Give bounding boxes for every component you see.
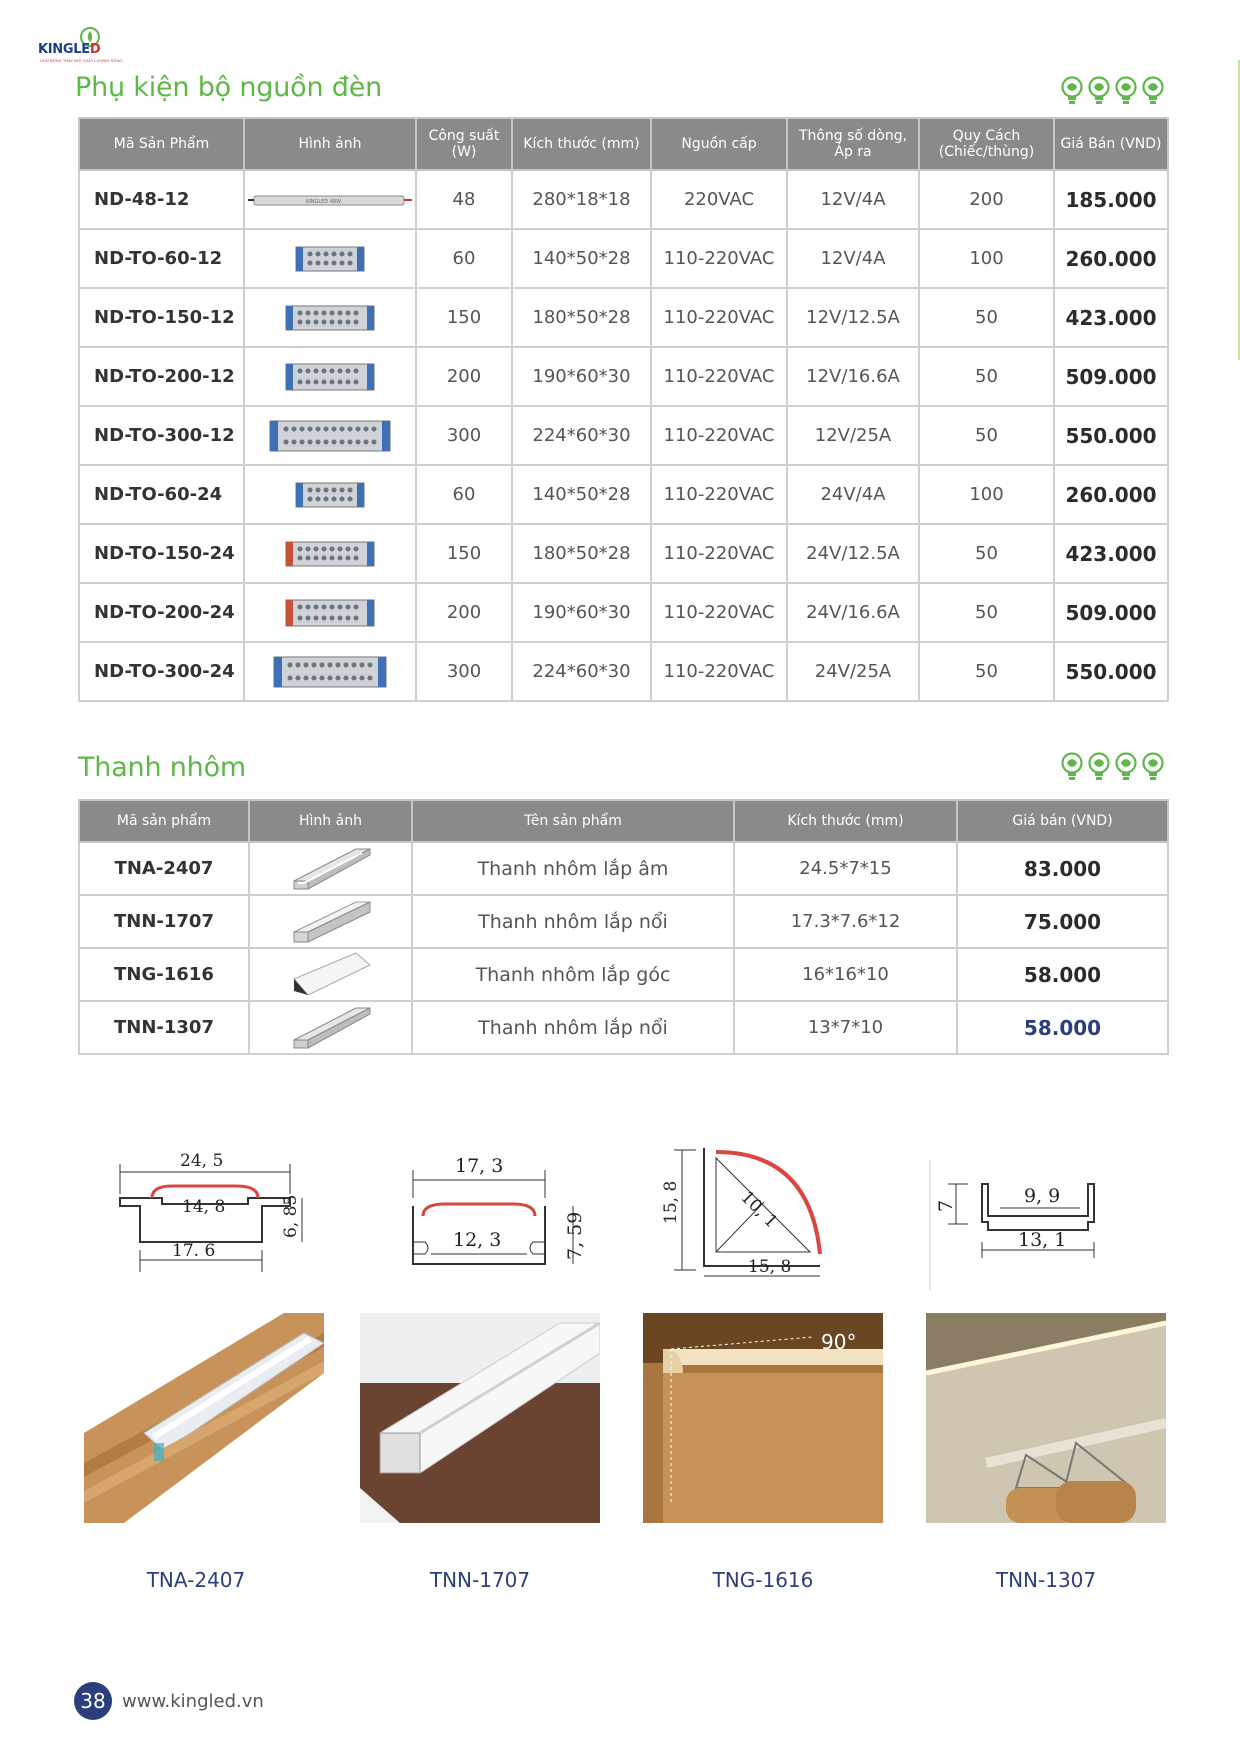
led-bulb-icon	[1060, 76, 1084, 106]
output-value: 24V/25A	[787, 642, 919, 701]
product-code: TNA-2407	[79, 842, 249, 895]
table-row	[79, 583, 1168, 642]
size-value: 17.3*7.6*12	[734, 895, 957, 948]
dim-height: 7	[935, 1199, 957, 1212]
table-row	[79, 1001, 1168, 1054]
table-row	[79, 895, 1168, 948]
brand-logo	[38, 26, 123, 66]
pack-value: 100	[919, 229, 1054, 288]
led-bulb-icon	[1114, 752, 1138, 782]
pack-value: 50	[919, 347, 1054, 406]
driver-box-image	[284, 303, 376, 333]
led-bulb-icon	[1087, 752, 1111, 782]
section-title-power-supply: Phụ kiện bộ nguồn đèn	[75, 72, 383, 103]
table-row	[79, 465, 1168, 524]
dim-height: 7, 59	[564, 1211, 586, 1260]
table-row	[79, 842, 1168, 895]
output-value: 12V/12.5A	[787, 288, 919, 347]
table-row	[79, 229, 1168, 288]
driver-box-image	[268, 418, 392, 454]
col-header-pack: Quy Cách (Chiếc/thùng)	[919, 118, 1054, 170]
led-bulb-icon	[1060, 752, 1084, 782]
power-value: 150	[416, 524, 512, 583]
rating-bulbs	[1060, 76, 1165, 106]
size-value: 180*50*28	[512, 288, 651, 347]
pack-value: 200	[919, 170, 1054, 229]
input-value: 110-220VAC	[651, 229, 787, 288]
input-value: 110-220VAC	[651, 583, 787, 642]
product-image	[244, 465, 416, 524]
product-name: Thanh nhôm lắp nổi	[412, 1001, 734, 1054]
pack-value: 50	[919, 642, 1054, 701]
dim-side: 15, 8	[661, 1180, 681, 1224]
tna-2407-cross-section-diagram	[112, 1142, 312, 1290]
brand-name: KINGLED	[38, 42, 101, 57]
input-value: 110-220VAC	[651, 406, 787, 465]
size-value: 140*50*28	[512, 465, 651, 524]
caption-tna-2407: TNA-2407	[146, 1568, 246, 1592]
product-code: ND-TO-150-24	[79, 524, 244, 583]
table-header-row	[79, 800, 1168, 842]
driver-box-image	[284, 597, 376, 629]
table-row	[79, 642, 1168, 701]
driver-box-image	[294, 244, 366, 274]
input-value: 110-220VAC	[651, 347, 787, 406]
product-image	[244, 583, 416, 642]
dim-top: 17, 3	[455, 1155, 504, 1177]
dim-inner: 14, 8	[182, 1197, 226, 1217]
aluminum-profile-image	[286, 1004, 376, 1052]
tna-2407-application-photo	[84, 1313, 324, 1523]
product-image	[249, 842, 412, 895]
aluminum-profile-table	[78, 799, 1169, 1055]
caption-tnn-1707: TNN-1707	[429, 1568, 531, 1592]
product-code: ND-48-12	[79, 170, 244, 229]
product-code: ND-TO-200-12	[79, 347, 244, 406]
price-value: 260.000	[1054, 465, 1168, 524]
col-header-image: Hình ảnh	[244, 118, 416, 170]
product-code: ND-TO-200-24	[79, 583, 244, 642]
output-value: 12V/16.6A	[787, 347, 919, 406]
table-row	[79, 288, 1168, 347]
power-value: 200	[416, 347, 512, 406]
input-value: 110-220VAC	[651, 524, 787, 583]
price-value: 509.000	[1054, 583, 1168, 642]
table-row	[79, 347, 1168, 406]
dim-top: 24, 5	[180, 1151, 224, 1171]
price-value: 58.000	[957, 948, 1168, 1001]
price-value: 75.000	[957, 895, 1168, 948]
input-value: 110-220VAC	[651, 642, 787, 701]
caption-tnn-1307: TNN-1307	[995, 1568, 1097, 1592]
col-header-power: Công suất (W)	[416, 118, 512, 170]
dim-inner: 9, 9	[1024, 1185, 1061, 1207]
col-header-code: Mã sản phẩm	[79, 800, 249, 842]
dim-bottom: 15, 8	[748, 1257, 792, 1277]
product-code: ND-TO-60-12	[79, 229, 244, 288]
driver-box-image	[272, 654, 388, 690]
product-image	[244, 170, 416, 229]
product-image	[249, 895, 412, 948]
tng-1616-cross-section-diagram	[660, 1142, 860, 1290]
caption-tng-1616: TNG-1616	[712, 1568, 814, 1592]
product-image	[244, 229, 416, 288]
table-header-row	[79, 118, 1168, 170]
size-value: 24.5*7*15	[734, 842, 957, 895]
output-value: 12V/25A	[787, 406, 919, 465]
led-bulb-icon	[1087, 76, 1111, 106]
product-image	[249, 1001, 412, 1054]
pack-value: 50	[919, 524, 1054, 583]
power-value: 150	[416, 288, 512, 347]
price-value: 509.000	[1054, 347, 1168, 406]
tng-1616-application-photo	[643, 1313, 883, 1523]
dim-diagonal: 10, 1	[736, 1187, 782, 1233]
power-value: 300	[416, 406, 512, 465]
size-value: 224*60*30	[512, 642, 651, 701]
product-name: Thanh nhôm lắp nổi	[412, 895, 734, 948]
dim-bottom: 17. 6	[172, 1241, 216, 1261]
price-value: 185.000	[1054, 170, 1168, 229]
col-header-size: Kích thước (mm)	[512, 118, 651, 170]
product-name: Thanh nhôm lắp âm	[412, 842, 734, 895]
led-bulb-icon	[1141, 76, 1165, 106]
product-code: TNN-1307	[79, 1001, 249, 1054]
power-value: 200	[416, 583, 512, 642]
product-image	[244, 524, 416, 583]
tnn-1307-application-photo	[926, 1313, 1166, 1523]
power-value: 60	[416, 229, 512, 288]
dim-bottom: 13, 1	[1018, 1229, 1067, 1251]
power-value: 60	[416, 465, 512, 524]
product-code: ND-TO-300-12	[79, 406, 244, 465]
size-value: 13*7*10	[734, 1001, 957, 1054]
section-title-aluminum-profile: Thanh nhôm	[78, 752, 247, 783]
output-value: 24V/16.6A	[787, 583, 919, 642]
size-value: 224*60*30	[512, 406, 651, 465]
rating-bulbs	[1060, 752, 1165, 782]
output-value: 12V/4A	[787, 229, 919, 288]
col-header-name: Tên sản phẩm	[412, 800, 734, 842]
tnn-1307-cross-section-diagram	[928, 1142, 1128, 1290]
price-value: 550.000	[1054, 642, 1168, 701]
price-value: 550.000	[1054, 406, 1168, 465]
power-value: 48	[416, 170, 512, 229]
table-row	[79, 406, 1168, 465]
product-code: ND-TO-300-24	[79, 642, 244, 701]
pack-value: 50	[919, 288, 1054, 347]
input-value: 220VAC	[651, 170, 787, 229]
product-code: ND-TO-150-12	[79, 288, 244, 347]
size-value: 190*60*30	[512, 583, 651, 642]
product-image	[244, 406, 416, 465]
size-value: 180*50*28	[512, 524, 651, 583]
power-value: 300	[416, 642, 512, 701]
price-value: 423.000	[1054, 288, 1168, 347]
driver-box-image	[284, 539, 376, 569]
aluminum-profile-image	[286, 898, 376, 946]
aluminum-profile-image	[286, 845, 376, 893]
product-code: ND-TO-60-24	[79, 465, 244, 524]
table-row	[79, 170, 1168, 229]
size-value: 280*18*18	[512, 170, 651, 229]
dim-inner: 12, 3	[453, 1229, 502, 1251]
pack-value: 50	[919, 406, 1054, 465]
col-header-output: Thông số dòng, Áp ra	[787, 118, 919, 170]
power-supply-table	[78, 117, 1169, 702]
angle-label: 90°	[821, 1330, 857, 1354]
driver-box-image	[294, 480, 366, 510]
output-value: 24V/4A	[787, 465, 919, 524]
input-value: 110-220VAC	[651, 288, 787, 347]
size-value: 140*50*28	[512, 229, 651, 288]
svg-text:KINGLED 48W: KINGLED 48W	[306, 198, 342, 205]
product-image	[244, 347, 416, 406]
brand-tagline: CHỦ ĐỘNG THAY ĐỔI CHẤT LƯỢNG SỐNG	[40, 58, 123, 63]
size-value: 16*16*10	[734, 948, 957, 1001]
product-name: Thanh nhôm lắp góc	[412, 948, 734, 1001]
slim-driver-image	[246, 190, 414, 210]
driver-box-image	[284, 361, 376, 393]
col-header-code: Mã Sản Phẩm	[79, 118, 244, 170]
output-value: 12V/4A	[787, 170, 919, 229]
product-code: TNN-1707	[79, 895, 249, 948]
pack-value: 50	[919, 583, 1054, 642]
col-header-price: Giá Bán (VND)	[1054, 118, 1168, 170]
product-code: TNG-1616	[79, 948, 249, 1001]
product-image	[249, 948, 412, 1001]
output-value: 24V/12.5A	[787, 524, 919, 583]
price-value: 58.000	[957, 1001, 1168, 1054]
dim-height: 6, 85	[281, 1194, 301, 1238]
input-value: 110-220VAC	[651, 465, 787, 524]
size-value: 190*60*30	[512, 347, 651, 406]
tnn-1707-cross-section-diagram	[405, 1142, 605, 1290]
website-link[interactable]: www.kingled.vn	[122, 1691, 264, 1712]
pack-value: 100	[919, 465, 1054, 524]
col-header-size: Kích thước (mm)	[734, 800, 957, 842]
table-row	[79, 524, 1168, 583]
aluminum-profile-image	[286, 951, 376, 999]
product-image	[244, 642, 416, 701]
col-header-image: Hình ảnh	[249, 800, 412, 842]
page-number: 38	[74, 1682, 112, 1720]
tnn-1707-application-photo	[360, 1313, 600, 1523]
col-header-price: Giá bán (VND)	[957, 800, 1168, 842]
product-image	[244, 288, 416, 347]
price-value: 83.000	[957, 842, 1168, 895]
led-bulb-icon	[1141, 752, 1165, 782]
price-value: 423.000	[1054, 524, 1168, 583]
price-value: 260.000	[1054, 229, 1168, 288]
table-row	[79, 948, 1168, 1001]
col-header-input: Nguồn cấp	[651, 118, 787, 170]
led-bulb-icon	[1114, 76, 1138, 106]
